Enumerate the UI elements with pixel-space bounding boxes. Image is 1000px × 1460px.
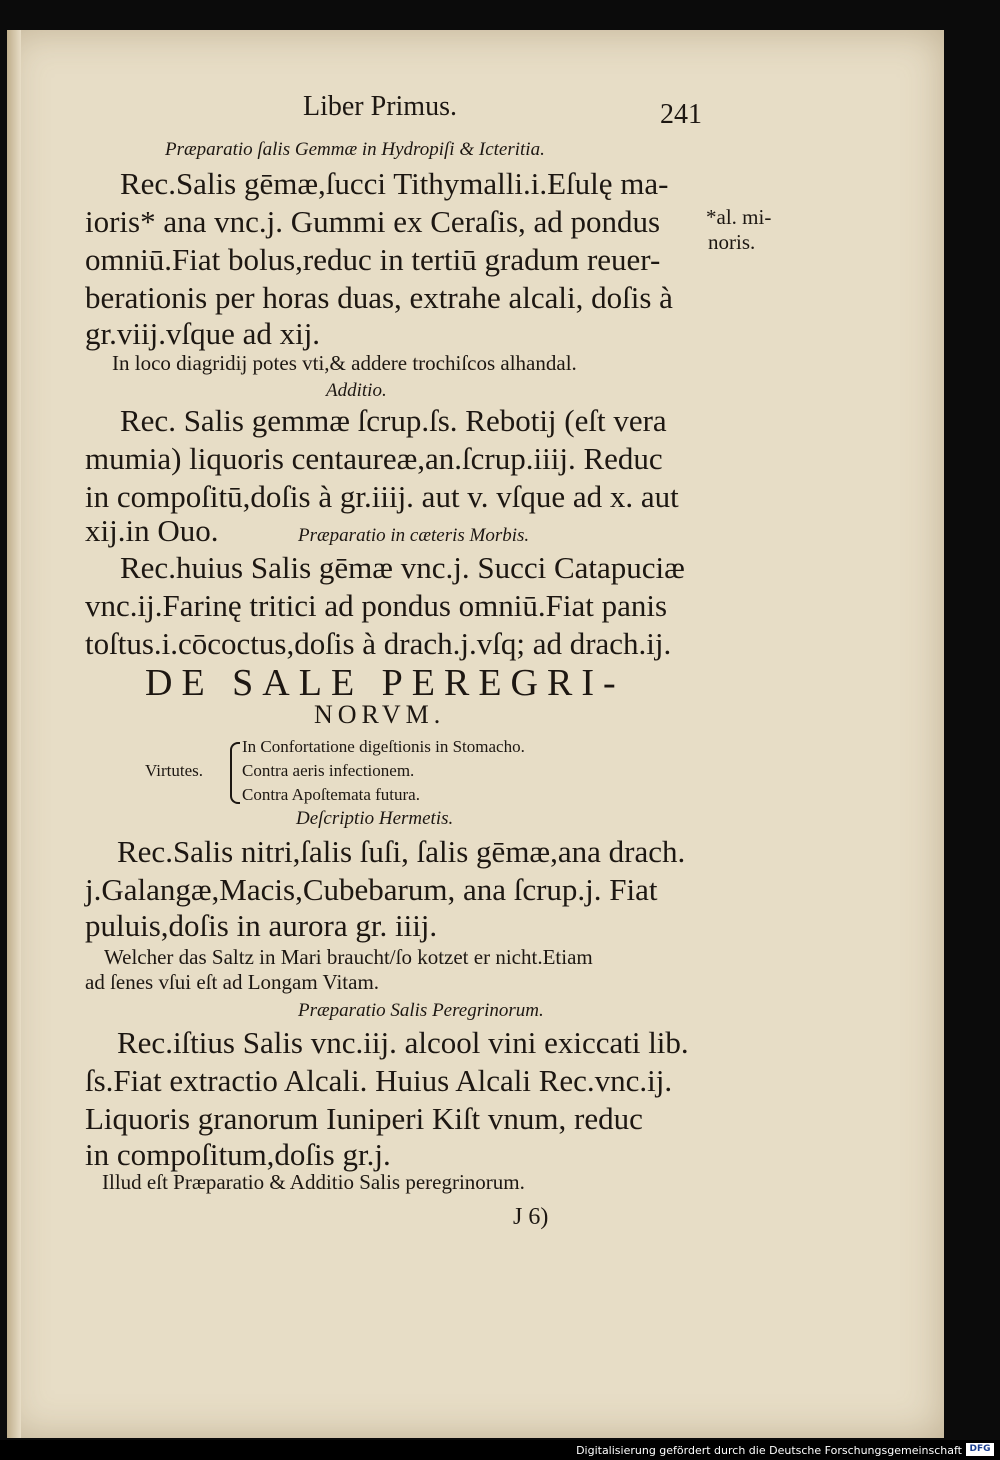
marginal-note-line-2: noris. (708, 230, 756, 254)
note-line: ad ſenes vſui eſt ad Longam Vitam. (85, 970, 380, 994)
page-edge (7, 30, 21, 1438)
text-line: ſs.Fiat extractio Alcali. Huius Alcali Rec.vnc.ij. (85, 1063, 673, 1098)
section-heading-1: Præparatio ſalis Gemmæ in Hydropiſi & Icteritia. (165, 139, 545, 160)
footer-text: Digitalisierung gefördert durch die Deutsche Forschungsgemeinschaft (576, 1444, 962, 1457)
dfg-logo-icon[interactable]: DFG (966, 1443, 994, 1456)
text-line: omniū.Fiat bolus,reduc in tertiū gradum reuer- (85, 242, 661, 277)
text-line: toſtus.i.cōcoctus,doſis à drach.j.vſq; ad drach.ij. (85, 626, 672, 661)
virtue-item: Contra Apoſtemata futura. (242, 785, 420, 804)
text-line: j.Galangæ,Macis,Cubebarum, ana ſcrup.j. Fiat (85, 872, 658, 907)
text-line: Rec. Salis gemmæ ſcrup.ſs. Rebotij (eſt vera (120, 403, 667, 438)
text-line: berationis per horas duas, extrahe alcali, doſis à (85, 280, 673, 315)
section-heading-5: Præparatio Salis Peregrinorum. (298, 1000, 544, 1021)
running-head: Liber Primus. (303, 91, 457, 122)
virtues-label: Virtutes. (145, 761, 203, 780)
text-line: Liquoris granorum Iuniperi Kiſt vnum, reduc (85, 1101, 643, 1136)
chapter-title-line-2: NORVM. (314, 700, 446, 729)
text-line: in compoſitū,doſis à gr.iiij. aut v. vſque ad x. aut (85, 479, 679, 514)
virtue-item: Contra aeris infectionem. (242, 761, 415, 780)
text-line: in compoſitum,doſis gr.j. (85, 1137, 391, 1172)
virtue-item: In Confortatione digeſtionis in Stomacho. (242, 737, 525, 756)
closing-line: Illud eſt Præparatio & Additio Salis peregrinorum. (102, 1170, 525, 1194)
catchword: J 6) (513, 1204, 549, 1230)
text-line: xij.in Ouo. (85, 513, 219, 548)
section-heading-3: Præparatio in cæteris Morbis. (298, 525, 530, 546)
text-line: puluis,doſis in aurora gr. iiij. (85, 908, 438, 943)
text-line: vnc.ij.Farinę tritici ad pondus omniū.Fiat panis (85, 588, 668, 623)
text-line: gr.viij.vſque ad xij. (85, 316, 321, 351)
text-line: Rec.Salis nitri,ſalis ſuſi, ſalis gēmæ,ana drach. (117, 834, 686, 869)
footer-bar (0, 1440, 1000, 1460)
text-line: Rec.huius Salis gēmæ vnc.j. Succi Catapuciæ (120, 550, 685, 585)
text-line: ioris* ana vnc.j. Gummi ex Ceraſis, ad pondus (85, 204, 661, 239)
text-line: Rec.iſtius Salis vnc.iij. alcool vini exiccati lib. (117, 1025, 689, 1060)
page-number: 241 (660, 99, 702, 130)
note-line: Welcher das Saltz in Mari braucht/ſo kotzet er nicht.Etiam (104, 945, 593, 969)
section-heading-2: Additio. (326, 380, 387, 401)
section-heading-4: Deſcriptio Hermetis. (296, 808, 454, 829)
text-line: mumia) liquoris centaureæ,an.ſcrup.iiij. Reduc (85, 441, 663, 476)
marginal-note-line-1: *al. mi- (706, 205, 772, 229)
note-line: In loco diagridij potes vti,& addere trochiſcos alhandal. (112, 351, 577, 375)
chapter-title-line-1: DE SALE PEREGRI- (145, 662, 625, 704)
text-line: Rec.Salis gēmæ,ſucci Tithymalli.i.Eſulę ma- (120, 166, 669, 201)
brace-icon (230, 742, 240, 804)
